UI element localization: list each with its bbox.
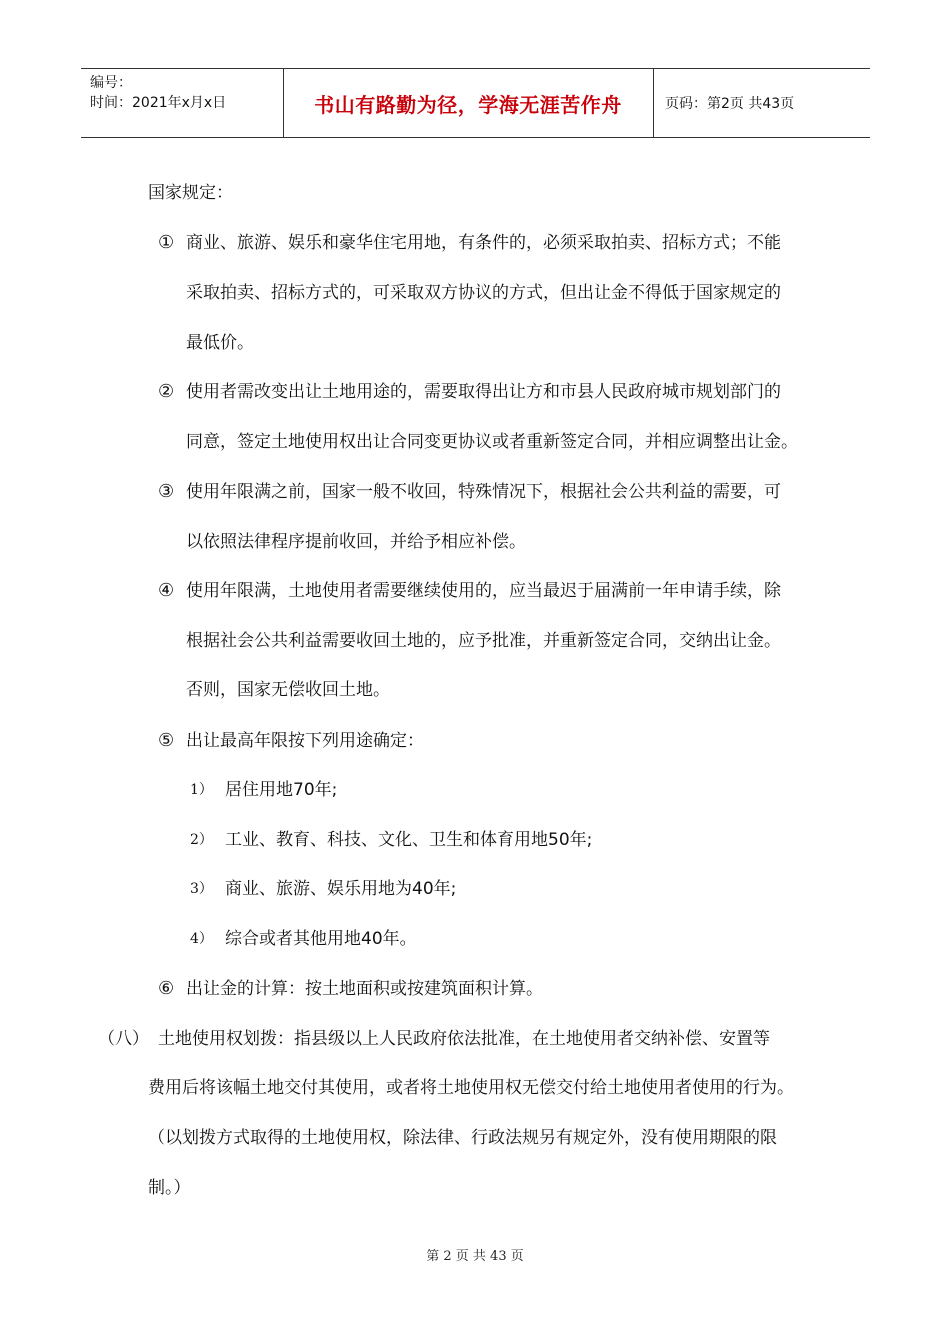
section-line: 土地使用权划拨：指县级以上人民政府依法批准，在土地使用者交纳补偿、安置等 <box>158 1029 770 1049</box>
sub-item-marker: 2） <box>190 832 213 848</box>
intro-text: 国家规定： <box>148 183 233 203</box>
item-line: 采取拍卖、招标方式的，可采取双方协议的方式，但出让金不得低于国家规定的 <box>186 283 781 303</box>
header-number: 编号： <box>90 75 132 91</box>
section-line: （以划拨方式取得的土地使用权，除法律、行政法规另有规定外，没有使用期限的限 <box>148 1128 777 1148</box>
header-page-number: 页码：第2页 共43页 <box>665 96 795 112</box>
header-table <box>81 68 870 138</box>
sub-item-text: 居住用地70年; <box>225 780 338 800</box>
section-line: 费用后将该幅土地交付其使用，或者将土地使用权无偿交付给土地使用者使用的行为。 <box>148 1078 794 1098</box>
item-line: 以依照法律程序提前收回，并给予相应补偿。 <box>186 532 526 552</box>
item-marker: ① <box>158 232 175 253</box>
item-marker: ④ <box>158 580 175 601</box>
item-marker: ⑥ <box>158 978 175 999</box>
item-line: 否则，国家无偿收回土地。 <box>186 680 390 700</box>
header-motto: 书山有路勤为径，学海无涯苦作舟 <box>314 92 622 117</box>
item-line: 使用年限满，土地使用者需要继续使用的，应当最迟于届满前一年申请手续，除 <box>186 581 781 601</box>
header-date: 时间：2021年x月x日 <box>90 95 227 111</box>
sub-item-text: 工业、教育、科技、文化、卫生和体育用地50年; <box>225 830 593 850</box>
item-marker: ② <box>158 381 175 402</box>
item-line: 商业、旅游、娱乐和豪华住宅用地，有条件的，必须采取拍卖、招标方式；不能 <box>186 233 781 253</box>
sub-item-text: 商业、旅游、娱乐用地为40年; <box>225 879 457 899</box>
sub-item-text: 综合或者其他用地40年。 <box>225 929 417 949</box>
item-line: 根据社会公共利益需要收回土地的，应予批准，并重新签定合同，交纳出让金。 <box>186 631 781 651</box>
item-line: 出让最高年限按下列用途确定： <box>186 731 424 751</box>
section-line: 制。） <box>148 1178 191 1198</box>
header-meta <box>90 73 226 113</box>
page-footer: 第 2 页 共 43 页 <box>426 1249 524 1264</box>
sub-item-marker: 3） <box>190 881 213 897</box>
item-line: 同意，签定土地使用权出让合同变更协议或者重新签定合同，并相应调整出让金。 <box>186 432 798 452</box>
item-marker: ⑤ <box>158 730 175 751</box>
item-line: 使用者需改变出让土地用途的，需要取得出让方和市县人民政府城市规划部门的 <box>186 382 781 402</box>
sub-item-marker: 4） <box>190 931 213 947</box>
header-divider <box>653 69 654 137</box>
sub-item-marker: 1） <box>190 782 213 798</box>
item-line: 使用年限满之前，国家一般不收回，特殊情况下，根据社会公共利益的需要，可 <box>186 482 781 502</box>
item-marker: ③ <box>158 481 175 502</box>
item-line: 最低价。 <box>186 333 254 353</box>
section-marker: （八） <box>98 1029 149 1049</box>
item-line: 出让金的计算：按土地面积或按建筑面积计算。 <box>186 979 543 999</box>
